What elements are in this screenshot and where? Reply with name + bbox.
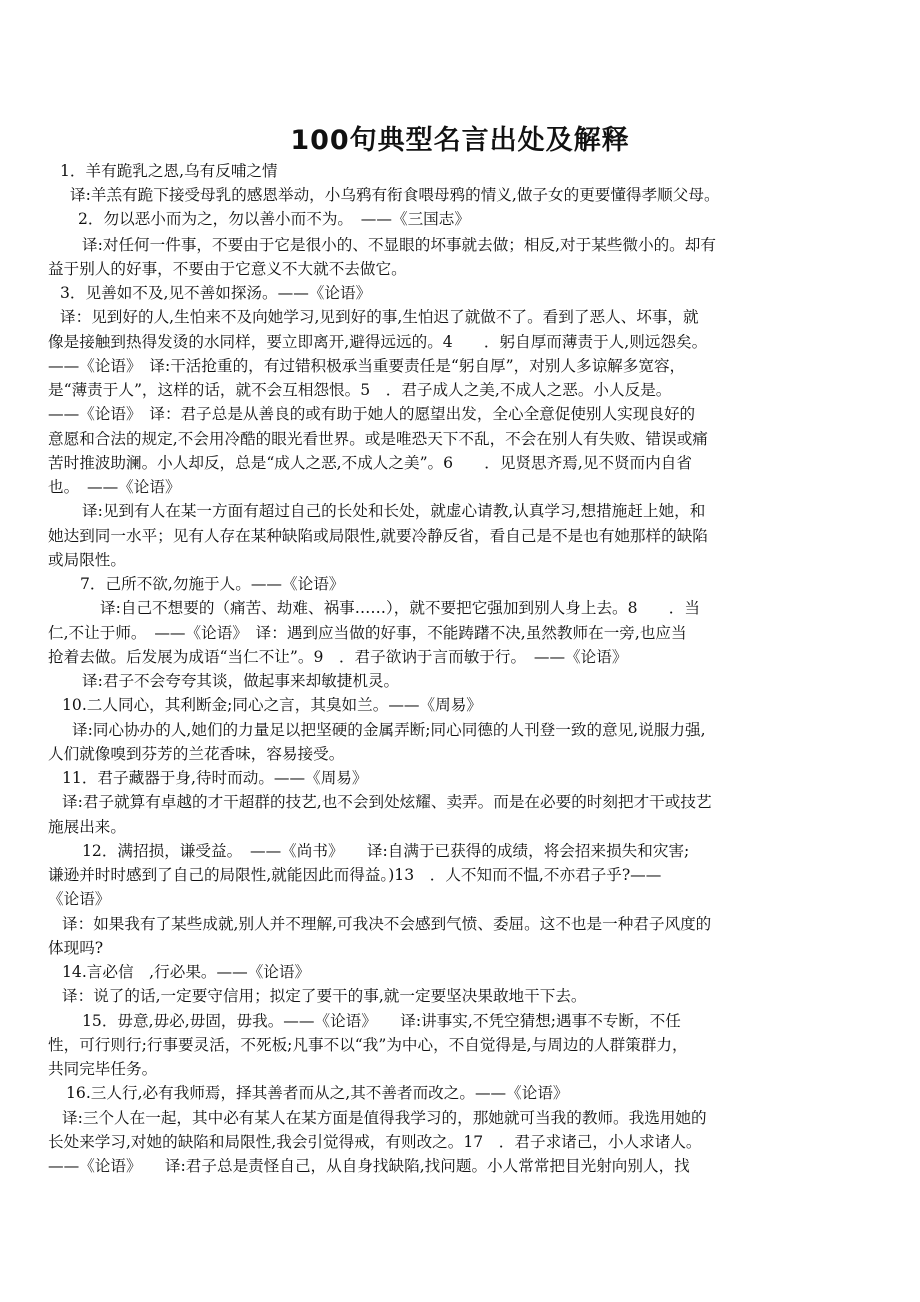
text-line: 像是接触到热得发烫的水同样，要立即离开,避得远远的。4 ．躬自厚而薄责于人,则远怨矣。 bbox=[48, 333, 708, 351]
text-line: 也。 ——《论语》 bbox=[48, 478, 181, 496]
text-line: 译:羊羔有跪下接受母乳的感恩举动，小乌鸦有衔食喂母鸦的情义,做子女的更要懂得孝顺父母。 bbox=[70, 186, 720, 204]
text-line: 15．毋意,毋必,毋固，毋我。——《论语》 译:讲事实,不凭空猜想;遇事不专断，不任 bbox=[82, 1012, 681, 1030]
text-line: 7．己所不欲,勿施于人。——《论语》 bbox=[80, 575, 345, 593]
text-line: 10.二人同心，其利断金;同心之言，其臭如兰。——《周易》 bbox=[62, 696, 482, 714]
text-line: 译：见到好的人,生怕来不及向她学习,见到好的事,生怕迟了就做不了。看到了恶人、坏事，就 bbox=[60, 308, 699, 326]
text-line: 3．见善如不及,见不善如探汤。——《论语》 bbox=[60, 284, 372, 302]
text-line: 译:君子不会夸夸其谈，做起事来却敏捷机灵。 bbox=[82, 672, 400, 690]
text-line: 性，可行则行;行事要灵活，不死板;凡事不以“我”为中心，不自觉得是,与周边的人群策群力， bbox=[48, 1036, 688, 1054]
text-line: 11．君子藏器于身,待时而动。——《周易》 bbox=[62, 769, 368, 787]
text-line: 译:对任何一件事，不要由于它是很小的、不显眼的坏事就去做；相反,对于某些微小的。却有 bbox=[82, 236, 716, 254]
text-line: 译:同心协办的人,她们的力量足以把坚硬的金属弄断;同心同德的人刊登一致的意见,说服力强, bbox=[72, 721, 706, 739]
text-line: 人们就像嗅到芬芳的兰花香味，容易接受。 bbox=[48, 745, 345, 763]
text-line: 16.三人行,必有我师焉，择其善者而从之,其不善者而改之。——《论语》 bbox=[66, 1084, 569, 1102]
text-line: 译：如果我有了某些成就,别人并不理解,可我决不会感到气愤、委屈。这不也是一种君子风度的 bbox=[62, 915, 712, 933]
document-title: 100句典型名言出处及解释 bbox=[290, 125, 630, 156]
text-line: ——《论语》 译:干活抢重的，有过错积极承当重要责任是“躬自厚”，对别人多谅解多宽容， bbox=[48, 357, 686, 375]
text-line: 是“薄责于人”，这样的话，就不会互相怨恨。5 ．君子成人之美,不成人之恶。小人反是。 bbox=[48, 381, 672, 399]
text-line: 苦时推波助澜。小人却反，总是“成人之恶,不成人之美”。6 ．见贤思齐焉,见不贤而内自省 bbox=[48, 454, 692, 472]
text-line: 《论语》 bbox=[48, 890, 111, 908]
text-line: 译:自己不想要的（痛苦、劫难、祸事……），就不要把它强加到别人身上去。8 ．当 bbox=[100, 599, 700, 617]
text-line: ——《论语》 译:君子总是责怪自己，从自身找缺陷,找问题。小人常常把目光射向别人，找 bbox=[48, 1157, 690, 1175]
text-line: 抢着去做。后发展为成语“当仁不让”。9 ．君子欲讷于言而敏于行。 ——《论语》 bbox=[48, 648, 628, 666]
text-line: 体现吗? bbox=[48, 939, 104, 957]
text-line: 译:君子就算有卓越的才干超群的技艺,也不会到处炫耀、卖弄。而是在必要的时刻把才干或技艺 bbox=[62, 793, 712, 811]
text-line: 施展出来。 bbox=[48, 818, 126, 836]
text-line: 译:见到有人在某一方面有超过自己的长处和长处，就虚心请教,认真学习,想措施赶上她，和 bbox=[82, 502, 706, 520]
text-line: 意愿和合法的规定,不会用冷酷的眼光看世界。或是唯恐天下不乱，不会在别人有失败、错误或痛 bbox=[48, 430, 708, 448]
text-line: ——《论语》 译：君子总是从善良的或有助于她人的愿望出发，全心全意促使别人实现良好的 bbox=[48, 405, 696, 423]
text-line: 12．满招损，谦受益。 ——《尚书》 译:自满于已获得的成绩，将会招来损失和灾害; bbox=[82, 842, 690, 860]
text-line: 益于别人的好事，不要由于它意义不大就不去做它。 bbox=[48, 260, 407, 278]
text-line: 长处来学习,对她的缺陷和局限性,我会引觉得戒，有则改之。17 ．君子求诸己，小人求诸人。 bbox=[48, 1133, 702, 1151]
text-line: 14.言必信 ,行必果。——《论语》 bbox=[62, 963, 311, 981]
text-line: 译：说了的话,一定要守信用；拟定了要干的事,就一定要坚决果敢地干下去。 bbox=[62, 987, 587, 1005]
text-line: 2．勿以恶小而为之，勿以善小而不为。 ——《三国志》 bbox=[78, 210, 470, 228]
text-line: 或局限性。 bbox=[48, 551, 126, 569]
text-line: 1．羊有跪乳之恩,乌有反哺之情 bbox=[60, 162, 278, 180]
text-line: 共同完毕任务。 bbox=[48, 1060, 158, 1078]
text-line: 译:三个人在一起，其中必有某人在某方面是值得我学习的，那她就可当我的教师。我选用她的 bbox=[62, 1109, 707, 1127]
text-line: 她达到同一水平；见有人存在某种缺陷或局限性,就要冷静反省，看自己是不是也有她那样的缺陷 bbox=[48, 527, 708, 545]
text-line: 仁,不让于师。 ——《论语》 译：遇到应当做的好事，不能踌躇不决,虽然教师在一旁,也应当 bbox=[48, 624, 687, 642]
text-line: 谦逊并时时感到了自己的局限性,就能因此而得益。)13 ．人不知而不愠,不亦君子乎?—— bbox=[48, 866, 662, 884]
